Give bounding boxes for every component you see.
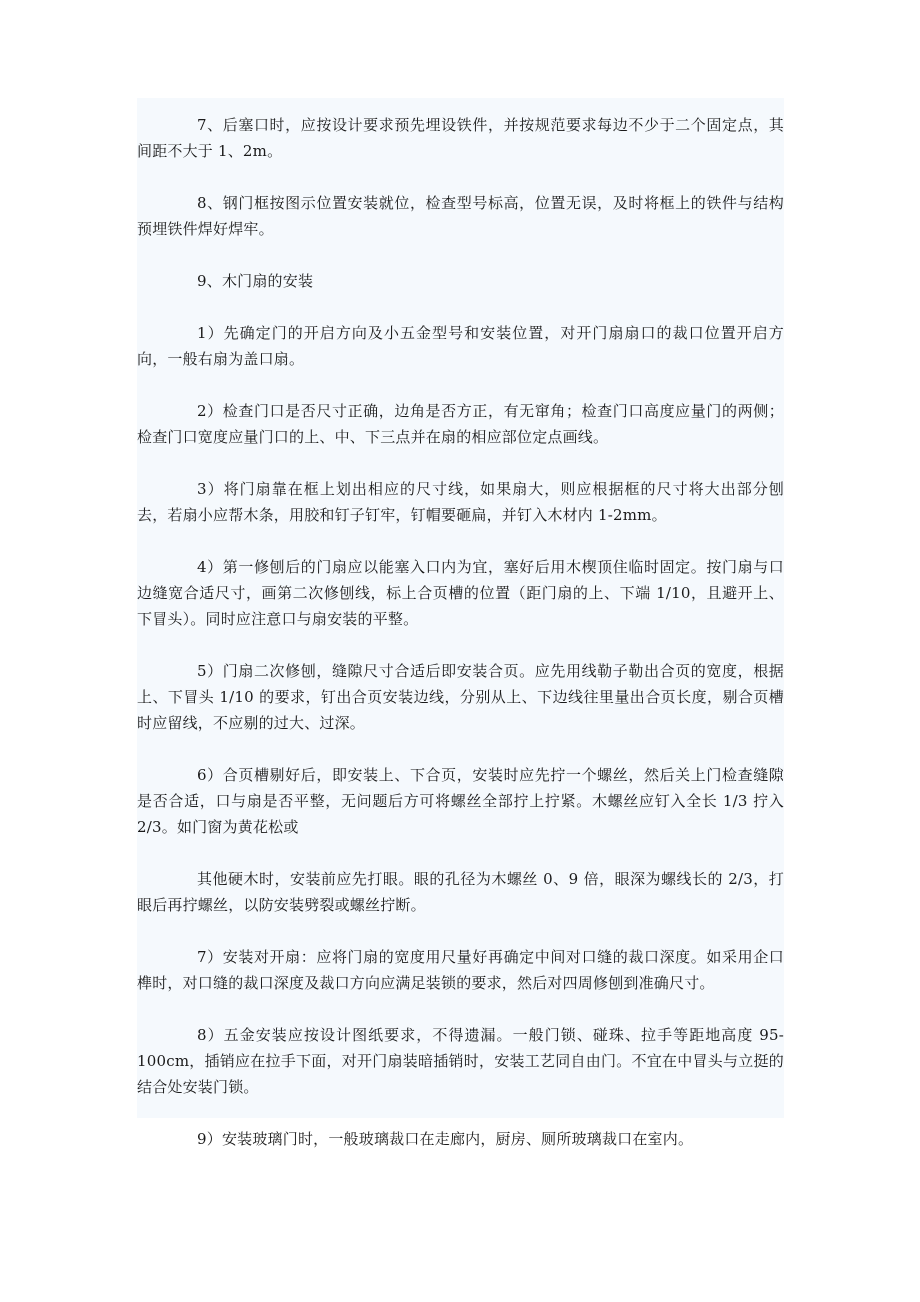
paragraph-8-steel-frame: 8、钢门框按图示位置安装就位，检查型号标高，位置无误，及时将框上的铁件与结构预埋铁件焊好焊牢。 xyxy=(137,194,784,238)
paragraph-step-3: 3）将门扇靠在框上划出相应的尺寸线，如果扇大，则应根据框的尺寸将大出部分刨去，若扇小应帮木条，用胶和钉子钉牢，钉帽要砸扁，并钉入木材内 1-2mm。 xyxy=(137,480,784,524)
paragraph-step-5: 5）门扇二次修刨，缝隙尺寸合适后即安装合页。应先用线勒子勒出合页的宽度，根据上、下冒头 1/10 的要求，钉出合页安装边线，分别从上、下边线往里量出合页长度，剔合页槽时应留线，不应剔的过大、过深。 xyxy=(137,662,784,732)
document-body xyxy=(137,98,784,1148)
paragraph-step-4: 4）第一修刨后的门扇应以能塞入口内为宜，塞好后用木楔顶住临时固定。按门扇与口边缝宽合适尺寸，画第二次修刨线，标上合页槽的位置（距门扇的上、下端 1/10，且避开上、下冒头）。同时应注意口与扇安装的平整。 xyxy=(137,558,784,628)
paragraph-step-6: 6）合页槽剔好后，即安装上、下合页，安装时应先拧一个螺丝，然后关上门检查缝隙是否合适，口与扇是否平整，无问题后方可将螺丝全部拧上拧紧。木螺丝应钉入全长 1/3 拧入 2/3。如门窗为黄花松或 xyxy=(137,766,784,836)
paragraph-step-6-continued: 其他硬木时，安装前应先打眼。眼的孔径为木螺丝 0、9 倍，眼深为螺线长的 2/3，打眼后再拧螺丝，以防安装劈裂或螺丝拧断。 xyxy=(137,870,784,914)
paragraph-7-back-opening: 7、后塞口时，应按设计要求预先埋设铁件，并按规范要求每边不少于二个固定点，其间距不大于 1、2m。 xyxy=(137,116,784,160)
paragraph-step-9: 9）安装玻璃门时，一般玻璃裁口在走廊内，厨房、厕所玻璃裁口在室内。 xyxy=(197,1130,694,1148)
paragraph-step-8: 8）五金安装应按设计图纸要求，不得遗漏。一般门锁、碰珠、拉手等距地高度 95-100cm，插销应在拉手下面，对开门扇装暗插销时，安装工艺同自由门。不宜在中冒头与立挺的结合处安装门锁。 xyxy=(137,1026,784,1096)
paragraph-step-2: 2）检查门口是否尺寸正确，边角是否方正，有无窜角；检查门口高度应量门的两侧；检查门口宽度应量门口的上、中、下三点并在扇的相应部位定点画线。 xyxy=(137,402,784,446)
paragraph-step-1: 1）先确定门的开启方向及小五金型号和安装位置，对开门扇扇口的裁口位置开启方向，一般右扇为盖口扇。 xyxy=(137,324,784,368)
paragraph-9-door-leaf-heading: 9、木门扇的安装 xyxy=(197,272,314,290)
paragraph-step-7: 7）安装对开扇：应将门扇的宽度用尺量好再确定中间对口缝的裁口深度。如采用企口榫时，对口缝的裁口深度及裁口方向应满足装锁的要求，然后对四周修刨到准确尺寸。 xyxy=(137,948,784,992)
